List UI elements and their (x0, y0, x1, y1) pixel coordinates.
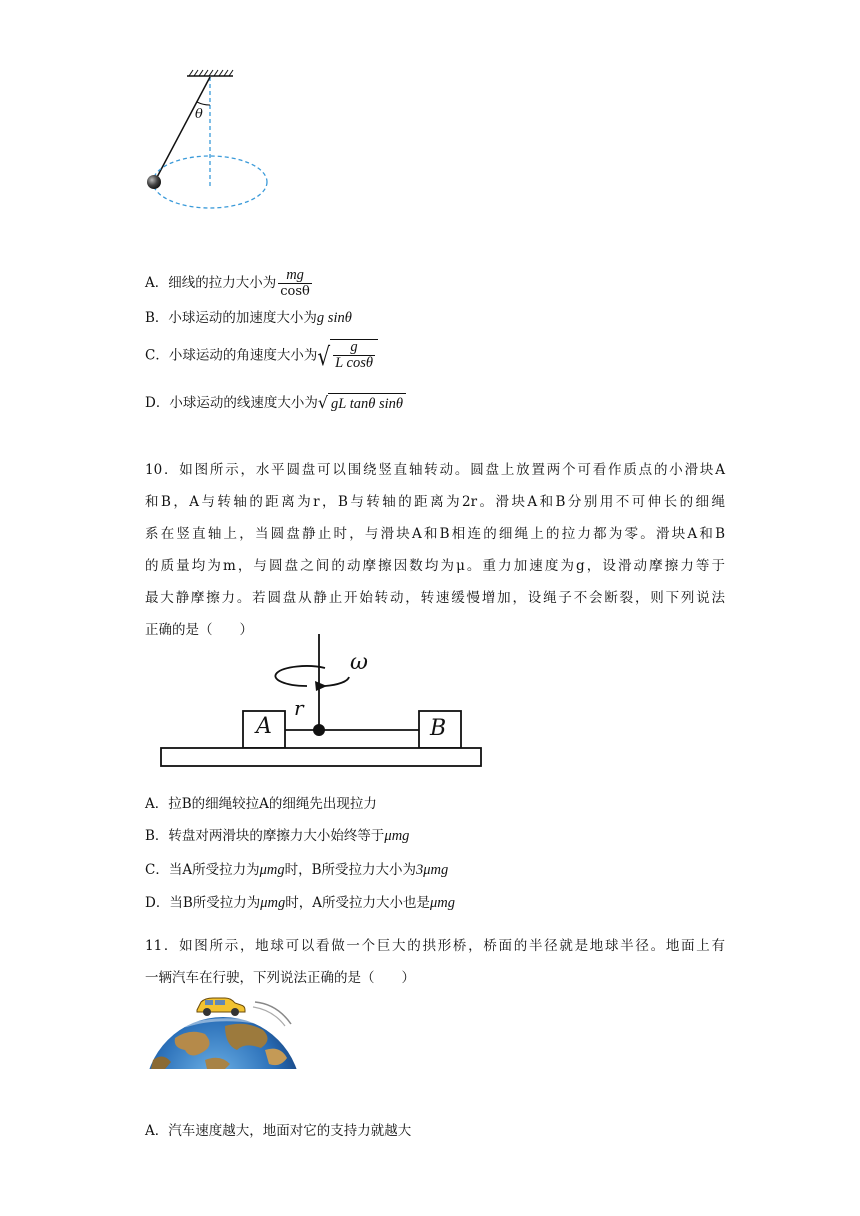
car-icon (197, 998, 245, 1016)
rotation-ellipse-front (325, 677, 349, 686)
q10-line-6: 正确的是（ ） (145, 622, 253, 638)
q10-stem (145, 454, 725, 646)
theta-arc (197, 102, 210, 105)
turntable-disk (161, 748, 481, 766)
q11-option-a-text: A．汽车速度越大，地面对它的支持力就越大 (145, 1123, 412, 1139)
q10-option-b (145, 826, 409, 846)
q9-option-d-expr: gL tanθ sinθ (331, 396, 404, 412)
block-b-label: B (430, 716, 447, 741)
ceiling-hatching (189, 70, 233, 76)
motion-streak-2 (253, 1007, 285, 1026)
r-label: r (294, 696, 304, 720)
block-a-label: A (256, 714, 272, 739)
conical-pendulum-figure (135, 60, 285, 225)
q9-option-c-text: C．小球运动的角速度大小为 (145, 347, 318, 364)
q9-option-b-expr: g sinθ (316, 310, 352, 326)
q9-option-d-sqrt: √ gL tanθ sinθ (318, 393, 406, 414)
q10-option-b-expr: μmg (384, 828, 410, 844)
rotation-arrowhead (315, 681, 327, 691)
q11-stem (145, 930, 725, 994)
rotating-disk-figure (155, 628, 490, 773)
q10-option-c-expr2: 3μmg (416, 862, 449, 878)
q10-option-d-expr2: μmg (430, 895, 455, 911)
q10-option-d-mid: 时，A所受拉力大小也是 (285, 895, 430, 911)
axis-pivot-dot (313, 724, 325, 736)
earth-globe (145, 1017, 301, 1072)
q11-line-1: 11．如图所示，地球可以看做一个巨大的拱形桥，桥面的半径就是地球半径。地面上有 (145, 938, 725, 954)
q11-line-2: 一辆汽车在行驶，下列说法正确的是（ ） (145, 970, 415, 986)
q10-line-5: 最大静摩擦力。若圆盘从静止开始转动，转速缓慢增加，设绳子不会断裂，则下列说法 (145, 590, 725, 606)
q11-option-a (145, 1121, 411, 1141)
q10-option-a (145, 794, 377, 814)
q9-option-a-fraction (278, 268, 312, 299)
q10-option-c-expr1: μmg (259, 862, 285, 878)
q10-option-c (145, 860, 448, 880)
q10-option-a-text: A．拉B的细绳较拉A的细绳先出现拉力 (145, 796, 377, 812)
q10-line-2: 和B，A与转轴的距离为r，B与转轴的距离为2r。滑块A和B分别用不可伸长的细绳 (145, 494, 725, 510)
q9-option-d (145, 393, 406, 414)
q9-option-a-text: A．细线的拉力大小为 (145, 275, 277, 291)
omega-label: ω (350, 650, 368, 675)
q10-line-4: 的质量均为m，与圆盘之间的动摩擦因数均为μ。重力加速度为g，设滑动摩擦力等于 (145, 558, 725, 574)
q9-option-c-numerator: g (350, 339, 358, 355)
q10-option-b-text: B．转盘对两滑块的摩擦力大小始终等于 (145, 828, 385, 844)
pendulum-ball (147, 175, 161, 189)
q10-option-d (145, 893, 455, 913)
q9-option-a (145, 268, 312, 299)
q9-option-a-numerator: mg (286, 267, 304, 283)
q9-option-b-text: B．小球运动的加速度大小为 (145, 310, 317, 326)
q9-option-c-sqrt: √ $\frac{g}{\text{L cosθ}}$ (317, 339, 378, 373)
q10-line-3: 系在竖直轴上，当圆盘静止时，与滑块A和B相连的细绳上的拉力都为零。滑块A和B (145, 526, 725, 542)
earth-car-figure (145, 990, 305, 1072)
q10-option-d-text: D．当B所受拉力为 (145, 895, 261, 911)
q9-option-d-text: D．小球运动的线速度大小为 (145, 395, 318, 411)
q10-option-d-expr1: μmg (260, 895, 286, 911)
motion-streak-1 (255, 1002, 291, 1024)
q10-option-c-text: C．当A所受拉力为 (145, 862, 260, 878)
q10-option-c-mid: 时，B所受拉力大小为 (284, 862, 417, 878)
theta-label: θ (195, 107, 203, 122)
pendulum-string (155, 77, 210, 181)
q9-option-c-denominator: L cosθ (335, 355, 373, 371)
q9-option-a-denominator: cosθ (280, 284, 310, 299)
q9-option-b (145, 308, 352, 328)
q9-option-c (145, 339, 378, 373)
q10-line-1: 10．如图所示，水平圆盘可以围绕竖直轴转动。圆盘上放置两个可看作质点的小滑块A (145, 462, 725, 478)
